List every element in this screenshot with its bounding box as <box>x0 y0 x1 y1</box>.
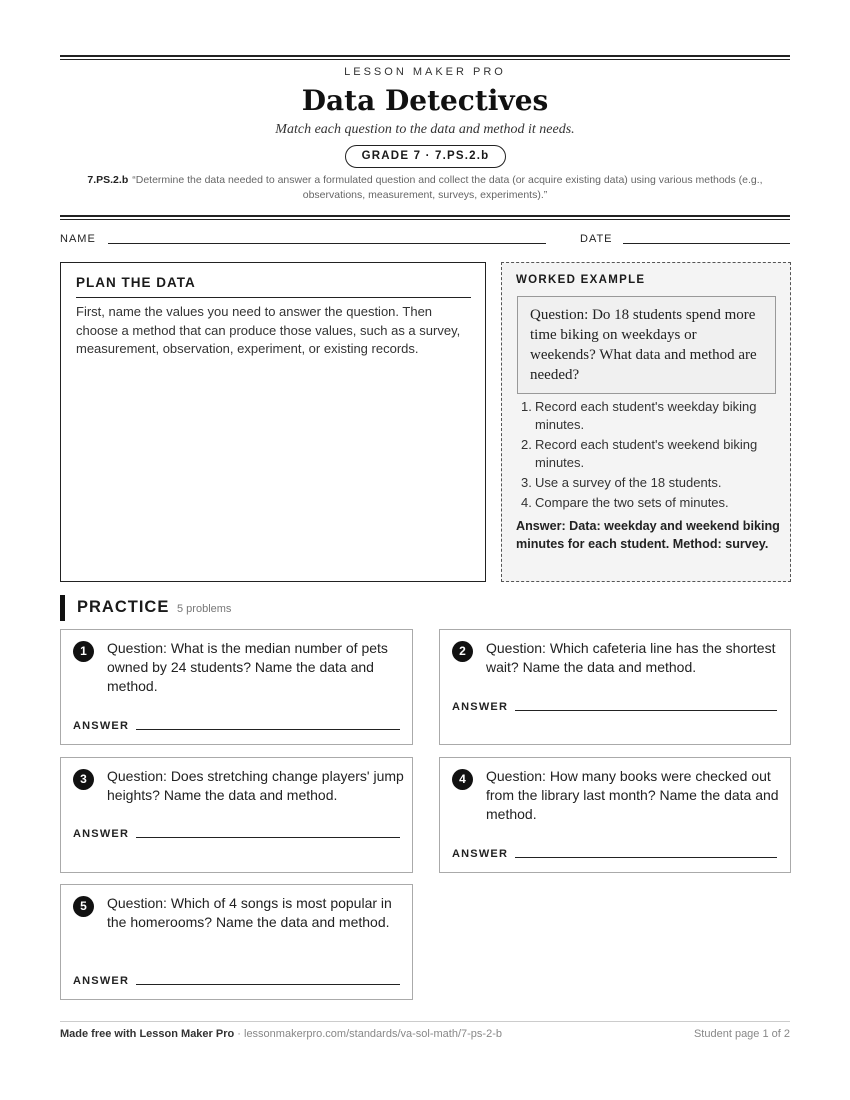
standard-description <box>60 173 790 203</box>
problem-question: Question: Which cafeteria line has the shortest wait? Name the data and method. <box>486 640 776 676</box>
answer-label: ANSWER <box>73 828 130 840</box>
problem-card-5 <box>60 884 413 1000</box>
problem-number-badge: 2 <box>452 641 473 662</box>
standard-code: 7.PS.2.b <box>87 174 129 186</box>
answer-field[interactable] <box>515 710 777 711</box>
problem-number-badge: 5 <box>73 896 94 917</box>
worked-example-box <box>501 262 791 582</box>
example-question: Question: Do 18 students spend more time biking on weekdays or weekends? What data and method are needed? <box>517 296 776 394</box>
footer-made-with: Made free with Lesson Maker Pro <box>60 1028 235 1040</box>
worksheet-subtitle: Match each question to the data and method it needs. <box>275 122 575 137</box>
problem-card-1 <box>60 629 413 745</box>
answer-label: ANSWER <box>73 975 130 987</box>
plan-the-data-box[interactable] <box>60 262 486 582</box>
answer-field[interactable] <box>136 984 400 985</box>
practice-title: PRACTICE <box>77 598 170 616</box>
plan-instructions: First, name the values you need to answer the question. Then choose a method that can produce those values, such as a survey, measurement, observation, experiment, or existing records. <box>76 304 461 356</box>
name-field[interactable] <box>108 243 546 244</box>
example-step: 4. Compare the two sets of minutes. <box>521 495 729 510</box>
problem-card-3 <box>60 757 413 873</box>
footer-url[interactable]: · lessonmakerpro.com/standards/va-sol-math/7-ps-2-b <box>234 1028 502 1040</box>
standard-text: “Determine the data needed to answer a formulated question and collect the data (or acquire existing data) using various methods (e.g., observations, measurement, surveys, experiments).” <box>132 174 763 201</box>
name-label: NAME <box>60 233 96 245</box>
date-field[interactable] <box>623 243 790 244</box>
example-title: WORKED EXAMPLE <box>516 274 646 286</box>
worksheet-title: Data Detectives <box>301 84 549 117</box>
header-bottom-rule <box>60 215 790 220</box>
problem-question: Question: Which of 4 songs is most popular in the homerooms? Name the data and method. <box>107 895 392 931</box>
example-step: 1. Record each student's weekday biking minutes. <box>521 399 757 432</box>
answer-field[interactable] <box>136 837 400 838</box>
problem-question: Question: Does stretching change players' jump heights? Name the data and method. <box>107 768 404 804</box>
problem-number-badge: 1 <box>73 641 94 662</box>
problem-number-badge: 4 <box>452 769 473 790</box>
footer-page-number: Student page 1 of 2 <box>693 1028 790 1040</box>
problem-number-badge: 3 <box>73 769 94 790</box>
grade-badge: GRADE 7 · 7.PS.2.b <box>345 145 506 168</box>
practice-accent-bar <box>60 595 65 621</box>
answer-label: ANSWER <box>73 720 130 732</box>
example-step: 2. Record each student's weekend biking minutes. <box>521 437 758 470</box>
plan-divider <box>76 297 471 298</box>
date-label: DATE <box>580 233 613 245</box>
problem-question: Question: How many books were checked out from the library last month? Name the data and method. <box>486 768 779 823</box>
footer-divider <box>60 1021 790 1022</box>
example-answer: Answer: Data: weekday and weekend biking minutes for each student. Method: survey. <box>516 519 780 551</box>
answer-field[interactable] <box>515 857 777 858</box>
plan-title: PLAN THE DATA <box>76 275 196 290</box>
practice-count: 5 problems <box>177 603 232 615</box>
answer-label: ANSWER <box>452 848 509 860</box>
answer-label: ANSWER <box>452 701 509 713</box>
example-step: 3. Use a survey of the 18 students. <box>521 475 722 490</box>
example-steps <box>516 398 782 514</box>
problem-question: Question: What is the median number of pets owned by 24 students? Name the data and method. <box>107 640 388 695</box>
answer-field[interactable] <box>136 729 400 730</box>
brand-name: LESSON MAKER PRO <box>344 66 506 78</box>
problem-card-4 <box>439 757 791 873</box>
problem-card-2 <box>439 629 791 745</box>
footer-credit <box>60 1028 502 1040</box>
header-top-rule <box>60 55 790 60</box>
